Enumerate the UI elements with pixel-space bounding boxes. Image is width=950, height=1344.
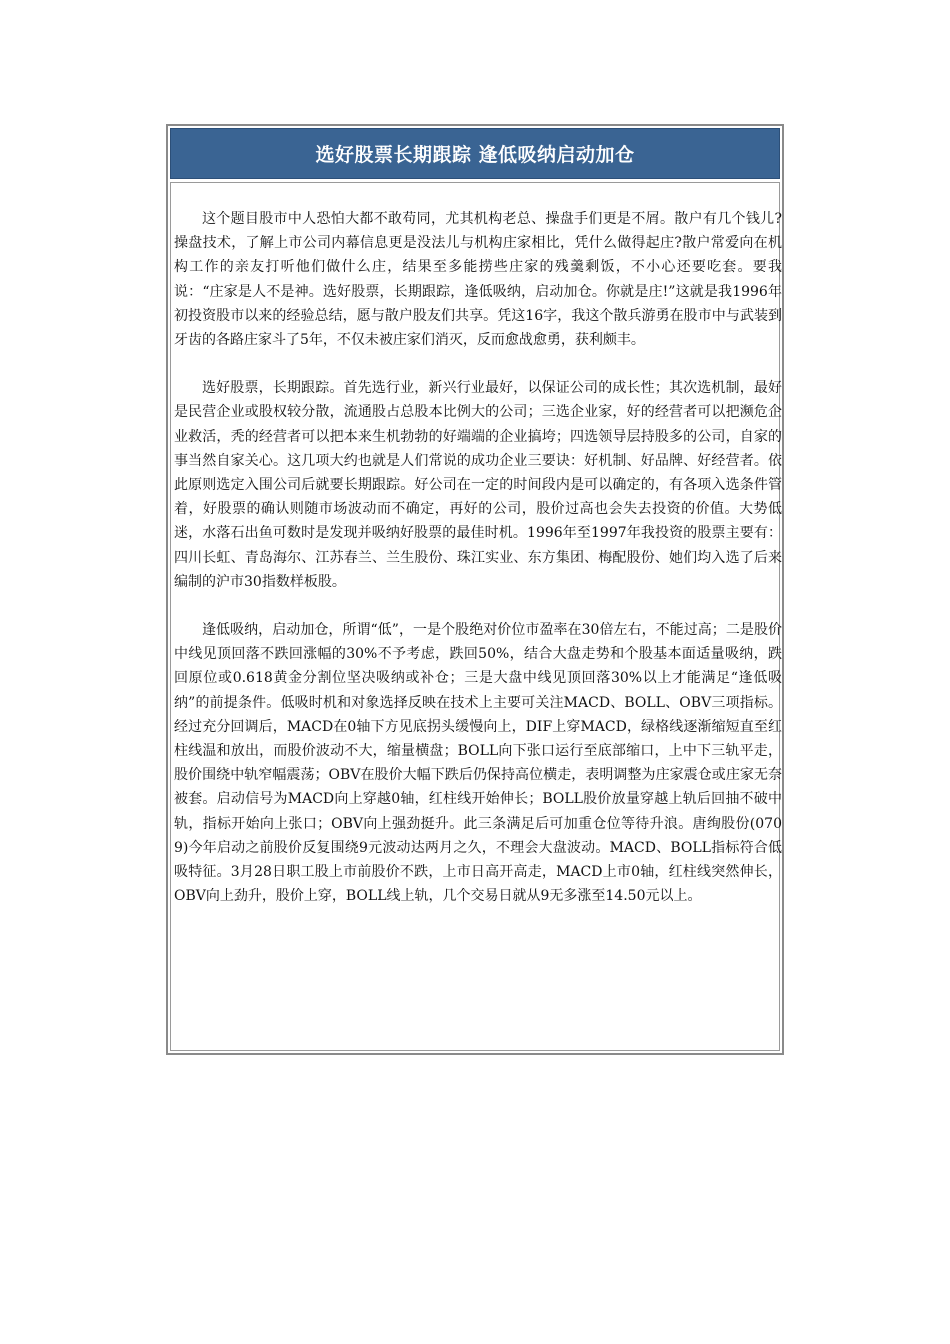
paragraph-buy-low: 逢低吸纳，启动加仓，所谓“低”，一是个股绝对价位市盈率在30倍左右，不能过高；二是股价中线见顶回落不跌回涨幅的30%不予考虑，跌回50%，结合大盘走势和个股基本面适量吸纳，跌回原位或0.618黄金分割位坚决吸纳或补仓；三是大盘中线见顶回落30%以上才能满足“逢低吸纳”的前提条件。低吸时机和对象选择反映在技术上主要可关注MACD、BOLL、OBV三项指标。经过充分回调后，MACD在0轴下方见底拐头缓慢向上，DIF上穿MACD，绿格线逐渐缩短直至红柱线温和放出，而股价波动不大，缩量横盘；BOLL向下张口运行至底部缩口，上中下三轨平走，股价围绕中轨窄幅震荡；OBV在股价大幅下跌后仍保持高位横走，表明调整为庄家震仓或庄家无奈被套。启动信号为MACD向上穿越0轴，红柱线开始伸长；BOLL股价放量穿越上轨后回抽不破中轨，指标开始向上张口；OBV向上强劲挺升。此三条满足后可加重仓位等待升浪。唐绚股份(0709)今年启动之前股价反复围绕9元波动达两月之久，不理会大盘波动。MACD、BOLL指标符合低吸特征。3月28日职工股上市前股价不跌，上市日高开高走，MACD上市0轴，红柱线突然伸长，OBV向上劲升，股价上穿，BOLL线上轨，几个交易日就从9无多涨至14.50元以上。 (174, 622, 782, 905)
article-body (174, 207, 782, 932)
article-title: 选好股票长期跟踪 逢低吸纳启动加仓 (315, 144, 635, 166)
paragraph-intro: 这个题目股市中人恐怕大都不敢苟同，尤其机构老总、操盘手们更是不屑。散户有几个钱儿?操盘技术，了解上市公司内幕信息更是没法儿与机构庄家相比，凭什么做得起庄?散户常爱向在机构工作的亲友打听他们做什么庄，结果至多能捞些庄家的残羹剩饭，不小心还要吃套。要我说：“庄家是人不是神。选好股票，长期跟踪，逢低吸纳，启动加仓。你就是庄!”这就是我1996年初投资股市以来的经验总结，愿与散户股友们共享。凭这16字，我这个散兵游勇在股市中与武装到牙齿的各路庄家斗了5年，不仅未被庄家们消灭，反而愈战愈勇，获利颇丰。 (174, 211, 782, 349)
article-content-box (170, 182, 780, 1051)
article-frame (166, 124, 784, 1055)
paragraph-stock-selection: 选好股票，长期跟踪。首先选行业，新兴行业最好，以保证公司的成长性；其次选机制，最好是民营企业或股权较分散，流通股占总股本比例大的公司；三选企业家，好的经营者可以把濒危企业救活，秃的经营者可以把本来生机勃勃的好端端的企业搞垮；四选领导层持股多的公司，自家的事当然自家关心。这几项大约也就是人们常说的成功企业三要诀：好机制、好品牌、好经营者。依此原则选定入围公司后就要长期跟踪。好公司在一定的时间段内是可以确定的，有各项入选条件管着，好股票的确认则随市场波动而不确定，再好的公司，股价过高也会失去投资的价值。大势低迷，水落石出鱼可数时是发现并吸纳好股票的最佳时机。1996年至1997年我投资的股票主要有：四川长虹、青岛海尔、江苏春兰、兰生股份、珠江实业、东方集团、梅配股份、她们均入选了后来编制的沪市30指数样板股。 (174, 380, 782, 590)
title-bar (170, 128, 780, 179)
